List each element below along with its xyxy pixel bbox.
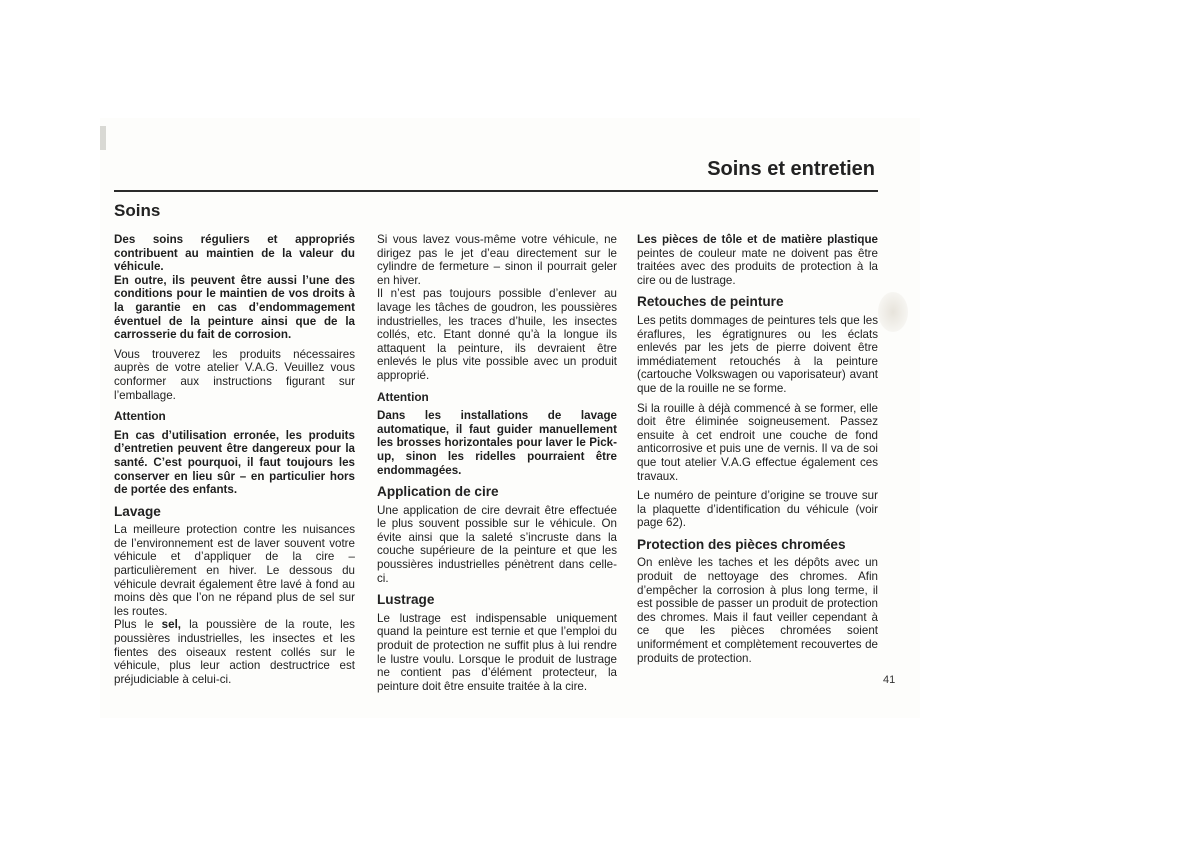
attention-paragraph: En cas d’utilisation erronée, les produits d’entretien peuvent être dangereux pour la santé. C’est pourquoi, il faut toujours les conserver en lieu sûr – en particulier hors de portée des enfants.: [114, 428, 355, 497]
lustrage-heading: Lustrage: [377, 592, 435, 608]
tole-paragraph: [637, 233, 878, 287]
column-3: [637, 233, 878, 671]
stains-paragraph: Il n’est pas toujours possible d’enlever au lavage les tâches de goudron, les poussières industrielles, les traces d’huile, les insectes collés, etc. Etant donné qu’à la longue ils attaquent la peinture, ils devraient être enlevés le plus vite possible avec un produit approprié.: [377, 287, 617, 382]
retouches-paragraph-1: Les petits dommages de peintures tels que les éraflures, les égratignures ou les éclats enlevés par les jets de pierre doivent être immédiatement retouchés à la peinture (cartouche Volkswagen ou vaporisateur) avant que de la rouille ne se forme.: [637, 313, 878, 395]
salt-prefix: Plus le: [114, 618, 162, 632]
header-rule: [114, 190, 878, 192]
attention-heading: Attention: [114, 409, 166, 424]
cire-paragraph: Une application de cire devrait être effectuée le plus souvent possible sur le véhicule. On évite ainsi que la saleté s’incruste dans la couche supérieure de la peinture et que les poussières industrielles pénètrent dans celle-ci.: [377, 503, 617, 585]
intro-paragraph-1: Des soins réguliers et appropriés contribuent au maintien de la valeur du véhicule.: [114, 233, 355, 274]
lustrage-paragraph: Le lustrage est indispensable uniquement quand la peinture est ternie et que l’emploi du produit de protection ne suffit plus à lui rendre le lustre voulu. Lorsque le produit de lustrage ne contient pas d’élément protecteur, la peinture doit être ensuite traitée à la cire.: [377, 611, 617, 693]
chromes-heading: Protection des pièces chromées: [637, 536, 846, 552]
paper-stain: [878, 292, 908, 332]
attention-heading-2: Attention: [377, 389, 429, 404]
retouches-paragraph-3: Le numéro de peinture d’origine se trouve sur la plaquette d’identification du véhicule (voir page 62).: [637, 489, 878, 530]
attention-paragraph-2: Dans les installations de lavage automatique, il faut guider manuellement les brosses horizontales pour laver le Pick-up, sinon les ridelles pourraient être endommagées.: [377, 409, 617, 477]
retouches-paragraph-2: Si la rouille à déjà commencé à se former, elle doit être éliminée soigneusement. Passez ensuite à cet endroit une couche de fond anticorrosive et puis une de vernis. Il va de soi que tout atelier V.A.G effectue également ces travaux.: [637, 401, 878, 483]
column-2: [377, 233, 617, 699]
lavage-heading: Lavage: [114, 503, 161, 519]
salt-bold: sel,: [161, 618, 182, 632]
salt-rest: la poussière de la route, les poussières industrielles, les insectes et les fientes des oiseaux restent collés sur le véhicule, plus leur action destructrice est préjudiciable à celui-ci.: [114, 618, 355, 686]
page-edge-shadow: [100, 126, 106, 150]
wash-paragraph: Si vous lavez vous-même votre véhicule, ne dirigez pas le jet d’eau directement sur le cylindre de fermeture – sinon il pourrait geler en hiver.: [377, 233, 617, 287]
running-title: Soins et entretien: [707, 158, 875, 180]
salt-paragraph: [114, 618, 355, 686]
column-1: [114, 233, 355, 692]
section-title: Soins: [114, 201, 161, 220]
intro-paragraph-2: En outre, ils peuvent être aussi l’une des conditions pour le maintien de vos droits à la garantie en cas d’endommagement éventuel de la peinture ainsi que de la carrosserie du fait de corrosion.: [114, 273, 355, 342]
cire-heading: Application de cire: [377, 484, 499, 500]
products-paragraph: Vous trouverez les produits nécessaires auprès de votre atelier V.A.G. Veuillez vous conformer aux instructions figurant sur l’emballage.: [114, 347, 355, 402]
tole-rest: peintes de couleur mate ne doivent pas être traitées avec des produits de protection à la cire ou de lustrage.: [637, 246, 878, 287]
retouches-heading: Retouches de peinture: [637, 294, 784, 310]
tole-bold: Les pièces de tôle et de matière plastique: [637, 233, 878, 246]
chromes-paragraph: On enlève les taches et les dépôts avec un produit de nettoyage des chromes. Afin d’empêcher la corrosion à plus long terme, il est possible de passer un produit de protection des chromes. Mais il faut veiller cependant à ce que les pièces chromées soient uniformément et complètement recouvertes de produits de protection.: [637, 556, 878, 665]
page-number: 41: [883, 674, 896, 686]
lavage-paragraph: La meilleure protection contre les nuisances de l’environnement est de laver souvent votre véhicule et d’appliquer de la cire – particulièrement en hiver. Le dessous du véhicule devrait également être lavé à fond au moins dès que l’on ne répand plus de sel sur les routes.: [114, 523, 355, 618]
